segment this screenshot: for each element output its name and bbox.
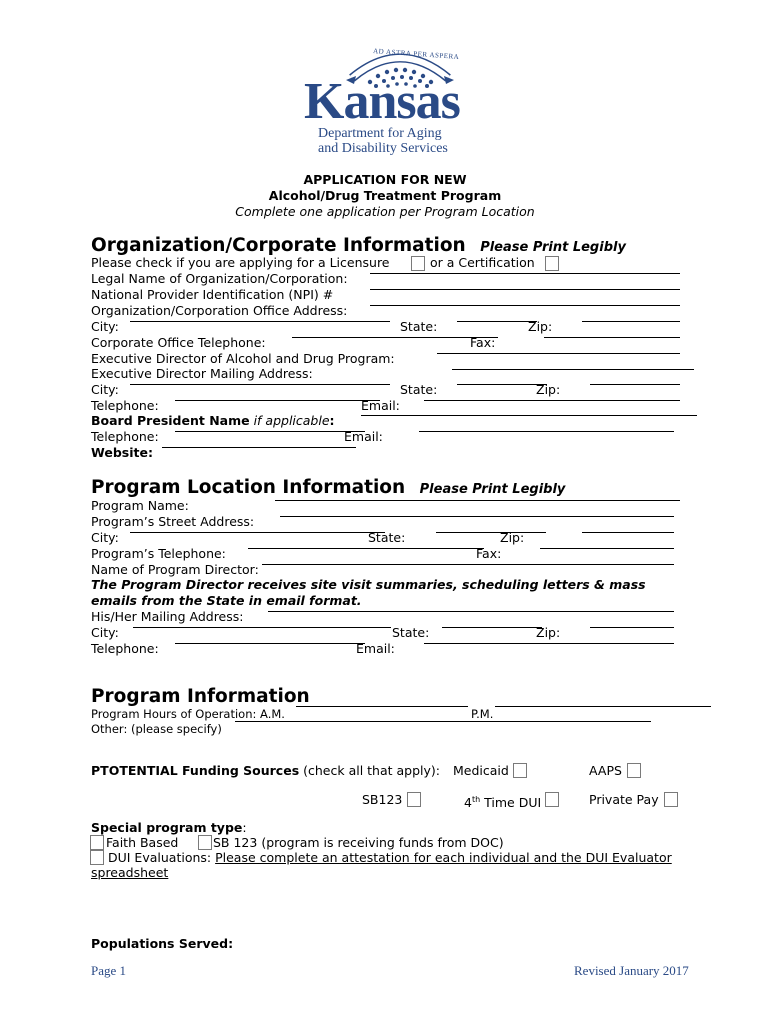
director-mailing-label: His/Her Mailing Address: xyxy=(91,609,244,624)
board-email-field[interactable] xyxy=(419,431,674,432)
exec-director-field[interactable] xyxy=(437,353,680,354)
populations-served-label: Populations Served: xyxy=(91,936,234,951)
director-state-field[interactable] xyxy=(442,627,542,628)
dui-evaluations-checkbox[interactable] xyxy=(90,850,104,865)
hours-pm-label: P.M. xyxy=(471,707,494,721)
director-email-field[interactable] xyxy=(424,643,674,644)
exec-director-label: Executive Director of Alcohol and Drug Program: xyxy=(91,351,395,366)
fourth-dui-prefix: 4 xyxy=(464,795,472,811)
hours-pm-field[interactable] xyxy=(495,706,711,707)
website-label: Website: xyxy=(91,445,153,460)
medicaid-label: Medicaid xyxy=(453,763,509,778)
location-city-field[interactable] xyxy=(130,532,385,533)
funding-sources-text: PTOTENTIAL Funding Sources xyxy=(91,763,300,778)
fourth-dui-sup: th xyxy=(471,795,481,804)
director-notice-line1: The Program Director receives site visit summaries, scheduling letters & mass xyxy=(91,577,646,592)
director-mailing-field[interactable] xyxy=(268,611,674,612)
fourth-dui-label xyxy=(464,792,541,811)
director-email-label: Email: xyxy=(356,641,395,656)
location-state-field[interactable] xyxy=(436,532,546,533)
exec-email-field[interactable] xyxy=(424,400,680,401)
director-city-field[interactable] xyxy=(133,627,391,628)
hours-am-field[interactable] xyxy=(296,706,468,707)
revised-date: Revised January 2017 xyxy=(574,963,689,978)
org-heading-text: Organization/Corporate Information xyxy=(91,235,466,256)
sb123-program-label: SB 123 (program is receiving funds from DOC) xyxy=(213,835,504,850)
logo-name: Kansas xyxy=(304,73,460,130)
board-president-colon: : xyxy=(329,413,335,428)
board-president-field[interactable] xyxy=(361,415,697,416)
exec-state-field[interactable] xyxy=(457,384,547,385)
exec-zip-label: Zip: xyxy=(536,382,561,397)
funding-sources-note: (check all that apply): xyxy=(303,763,440,778)
exec-city-field[interactable] xyxy=(130,384,390,385)
org-zip-label: Zip: xyxy=(528,319,553,334)
faith-based-checkbox[interactable] xyxy=(90,835,104,850)
special-program-label xyxy=(91,820,247,836)
website-field[interactable] xyxy=(162,447,356,448)
logo-dept-line2: and Disability Services xyxy=(318,141,448,156)
director-state-label: State: xyxy=(392,625,430,640)
certification-checkbox[interactable] xyxy=(545,256,559,271)
private-pay-label: Private Pay xyxy=(589,792,659,807)
other-field[interactable] xyxy=(235,721,651,722)
dui-evaluations-text: DUI Evaluations: xyxy=(108,850,212,865)
org-fax-label: Fax: xyxy=(470,335,496,350)
npi-field[interactable] xyxy=(370,289,680,290)
org-print-note: Please Print Legibly xyxy=(480,240,626,255)
faith-based-label: Faith Based xyxy=(106,835,179,850)
director-zip-label: Zip: xyxy=(536,625,561,640)
board-email-label: Email: xyxy=(344,429,383,444)
exec-state-label: State: xyxy=(400,382,438,397)
certification-label: or a Certification xyxy=(430,255,535,270)
board-telephone-field[interactable] xyxy=(175,431,365,432)
location-heading-text: Program Location Information xyxy=(91,477,406,498)
program-phone-label: Program’s Telephone: xyxy=(91,546,226,561)
sb123-label: SB123 xyxy=(362,792,403,807)
licensure-prompt: Please check if you are applying for a Licensure xyxy=(91,255,390,270)
special-program-colon: : xyxy=(242,820,247,835)
licensure-checkbox[interactable] xyxy=(411,256,425,271)
exec-mailing-label: Executive Director Mailing Address: xyxy=(91,366,313,381)
page-number: Page 1 xyxy=(91,963,127,978)
aaps-label: AAPS xyxy=(589,763,622,778)
kansas-logo xyxy=(300,40,475,160)
sb123-checkbox[interactable] xyxy=(407,792,421,807)
dui-evaluations-note: Please complete an attestation for each individual and the DUI Evaluator xyxy=(215,850,672,865)
exec-email-label: Email: xyxy=(361,398,400,413)
program-name-label: Program Name: xyxy=(91,498,189,513)
location-state-label: State: xyxy=(368,530,406,545)
exec-city-label: City: xyxy=(91,382,119,397)
sb123-program-checkbox[interactable] xyxy=(198,835,212,850)
director-telephone-field[interactable] xyxy=(175,643,365,644)
org-state-label: State: xyxy=(400,319,438,334)
exec-zip-field[interactable] xyxy=(590,384,680,385)
board-telephone-label: Telephone: xyxy=(91,429,159,444)
office-address-label: Organization/Corporation Office Address: xyxy=(91,303,348,318)
program-section-heading: Program Information xyxy=(91,686,310,707)
logo-dept-line1: Department for Aging xyxy=(318,126,442,141)
legal-name-label: Legal Name of Organization/Corporation: xyxy=(91,271,348,286)
form-title: APPLICATION FOR NEW xyxy=(303,172,467,187)
program-name-field[interactable] xyxy=(275,500,680,501)
board-president-text: Board President Name xyxy=(91,413,250,428)
exec-telephone-label: Telephone: xyxy=(91,398,159,413)
private-pay-checkbox[interactable] xyxy=(664,792,678,807)
location-city-label: City: xyxy=(91,530,119,545)
director-zip-field[interactable] xyxy=(590,627,674,628)
funding-sources-label xyxy=(91,763,440,779)
office-address-field[interactable] xyxy=(370,305,680,306)
location-zip-label: Zip: xyxy=(500,530,525,545)
dui-evaluations-note-line2: spreadsheet xyxy=(91,865,169,880)
office-phone-field[interactable] xyxy=(292,337,498,338)
location-fax-field[interactable] xyxy=(540,548,674,549)
logo-motto: AD ASTRA PER ASPERA xyxy=(372,46,460,62)
program-director-label: Name of Program Director: xyxy=(91,562,259,577)
medicaid-checkbox[interactable] xyxy=(513,763,527,778)
office-phone-label: Corporate Office Telephone: xyxy=(91,335,266,350)
other-label: Other: (please specify) xyxy=(91,722,222,736)
director-notice-line2: emails from the State in email format. xyxy=(91,593,362,608)
program-director-field[interactable] xyxy=(262,564,674,565)
dui-evaluations-label xyxy=(108,850,672,866)
org-city-field[interactable] xyxy=(130,321,390,322)
director-telephone-label: Telephone: xyxy=(91,641,159,656)
org-zip-field[interactable] xyxy=(582,321,680,322)
board-president-label xyxy=(91,413,335,429)
location-zip-field[interactable] xyxy=(582,532,674,533)
legal-name-field[interactable] xyxy=(370,273,680,274)
location-print-note: Please Print Legibly xyxy=(419,482,566,497)
hours-am-label: Program Hours of Operation: A.M. xyxy=(91,707,285,721)
fourth-dui-suffix: Time DUI xyxy=(480,795,542,811)
aaps-checkbox[interactable] xyxy=(627,763,641,778)
street-address-label: Program’s Street Address: xyxy=(91,514,255,529)
form-subtitle: Alcohol/Drug Treatment Program xyxy=(268,188,502,203)
special-program-text: Special program type xyxy=(91,820,243,835)
org-city-label: City: xyxy=(91,319,119,334)
fourth-dui-checkbox[interactable] xyxy=(545,792,559,807)
street-address-field[interactable] xyxy=(280,516,674,517)
org-fax-field[interactable] xyxy=(544,337,680,338)
program-phone-field[interactable] xyxy=(248,548,484,549)
board-president-note: if applicable xyxy=(253,413,330,428)
org-state-field[interactable] xyxy=(457,321,537,322)
location-fax-label: Fax: xyxy=(476,546,502,561)
form-instruction: Complete one application per Program Location xyxy=(235,204,535,219)
exec-telephone-field[interactable] xyxy=(175,400,380,401)
director-city-label: City: xyxy=(91,625,119,640)
exec-mailing-field[interactable] xyxy=(452,369,694,370)
npi-label: National Provider Identification (NPI) # xyxy=(91,287,334,302)
